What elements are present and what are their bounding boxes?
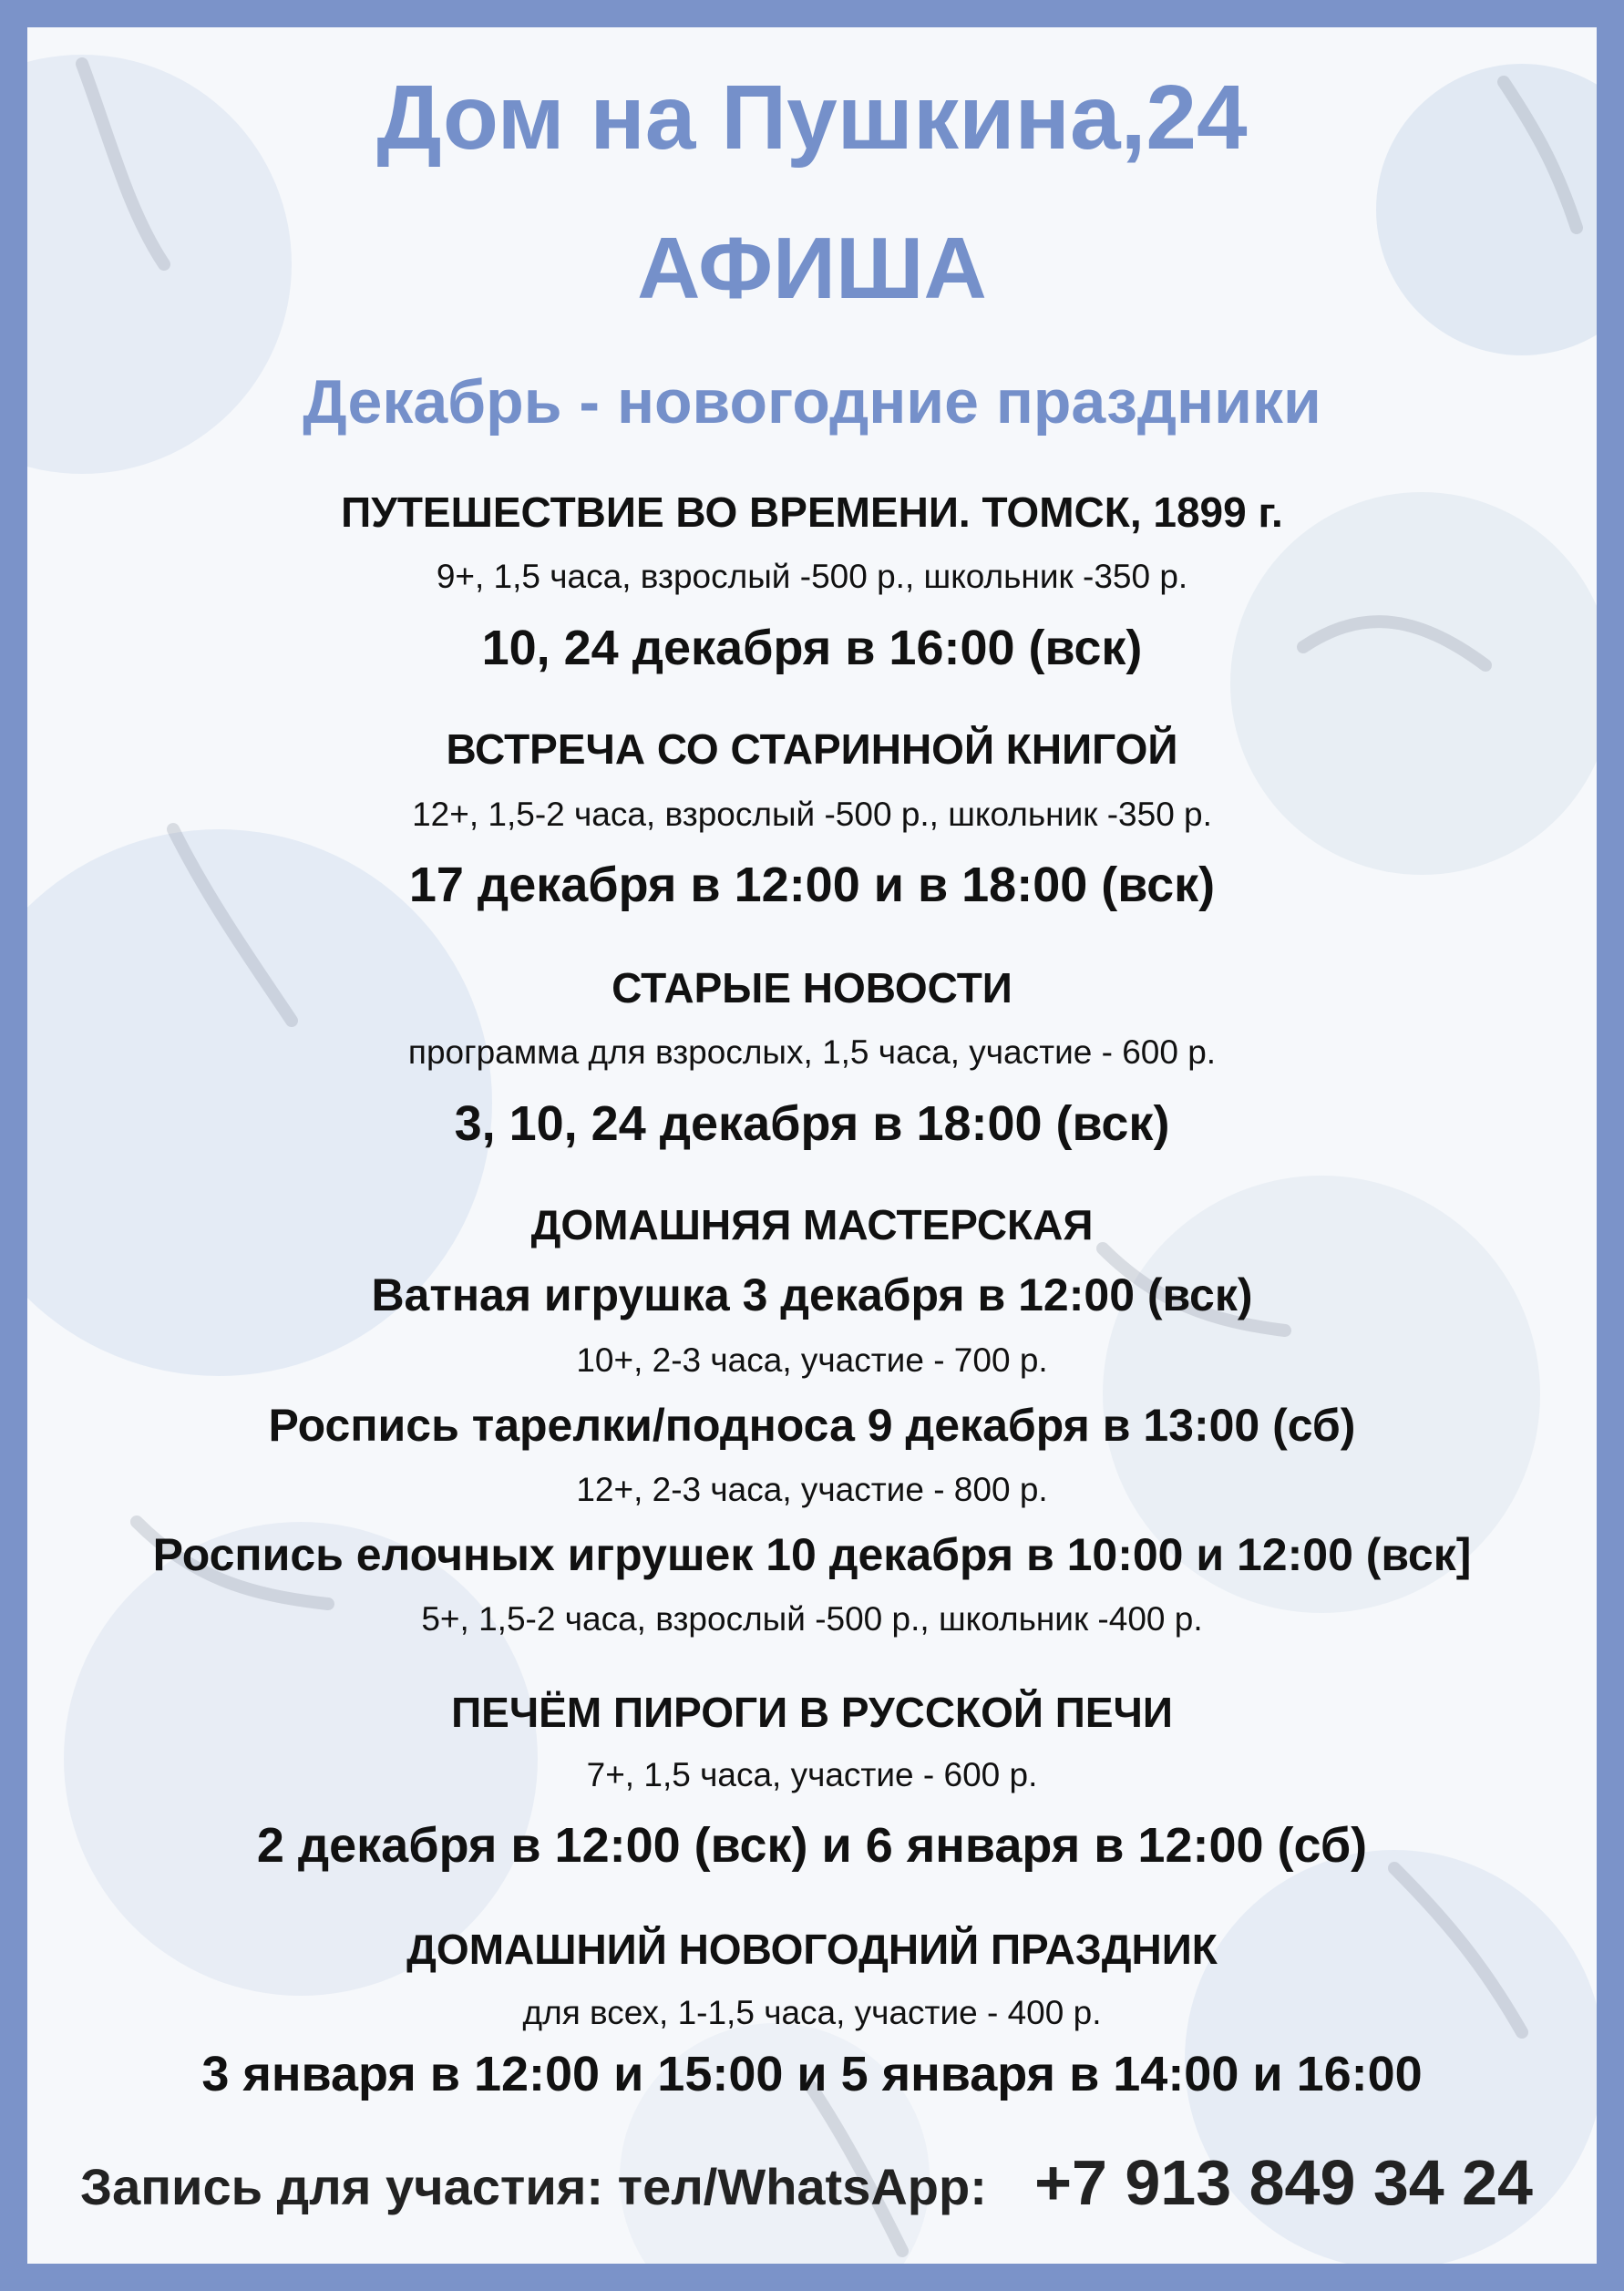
event-info: 9+, 1,5 часа, взрослый -500 р., школьник -350 р. (436, 558, 1188, 595)
phone-number[interactable]: +7 913 849 34 24 (1034, 2147, 1533, 2218)
event-title: ДОМАШНЯЯ МАСТЕРСКАЯ (530, 1201, 1094, 1248)
event-schedule: 10, 24 декабря в 16:00 (вск) (481, 621, 1143, 675)
workshop-name: Роспись тарелки/подноса 9 декабря в 13:00 (сб) (268, 1400, 1356, 1451)
event-title: СТАРЫЕ НОВОСТИ (612, 964, 1012, 1012)
event-schedule: 3, 10, 24 декабря в 18:00 (вск) (454, 1096, 1170, 1151)
venue-title: Дом на Пушкина,24 (376, 67, 1248, 169)
event-title: ПЕЧЁМ ПИРОГИ В РУССКОЙ ПЕЧИ (451, 1689, 1173, 1736)
event-info: программа для взрослых, 1,5 часа, участие - 600 р. (407, 1033, 1217, 1071)
period-subtitle: Декабрь - новогодние праздники (303, 367, 1321, 437)
workshop-name: Роспись елочных игрушек 10 декабря в 10:00 и 12:00 (вск] (152, 1529, 1472, 1580)
poster-sheet (27, 27, 1597, 2264)
poster-heading: АФИША (637, 220, 987, 317)
event-schedule: 3 января в 12:00 и 15:00 и 5 января в 14:00 и 16:00 (201, 2047, 1423, 2101)
event-title: ДОМАШНИЙ НОВОГОДНИЙ ПРАЗДНИК (406, 1926, 1218, 1973)
event-title: ВСТРЕЧА СО СТАРИННОЙ КНИГОЙ (446, 725, 1178, 773)
event-info: 12+, 1,5-2 часа, взрослый -500 р., школьник -350 р. (412, 796, 1212, 833)
event-info: 7+, 1,5 часа, участие - 600 р. (586, 1756, 1038, 1793)
workshop-info: 5+, 1,5-2 часа, взрослый -500 р., школьник -400 р. (421, 1600, 1203, 1638)
workshop-info: 10+, 2-3 часа, участие - 700 р. (576, 1341, 1048, 1379)
event-title: ПУТЕШЕСТВИЕ ВО ВРЕМЕНИ. ТОМСК, 1899 г. (341, 488, 1283, 536)
event-schedule: 17 декабря в 12:00 и в 18:00 (вск) (408, 858, 1216, 912)
event-schedule: 2 декабря в 12:00 (вск) и 6 января в 12:00 (сб) (256, 1818, 1368, 1873)
event-info: для всех, 1-1,5 часа, участие - 400 р. (522, 1994, 1102, 2031)
poster-content (27, 27, 1597, 2264)
signup-label: Запись для участия: тел/WhatsApp: (80, 2158, 987, 2215)
workshop-name: Ватная игрушка 3 декабря в 12:00 (вск) (371, 1269, 1253, 1320)
workshop-info: 12+, 2-3 часа, участие - 800 р. (576, 1471, 1048, 1508)
